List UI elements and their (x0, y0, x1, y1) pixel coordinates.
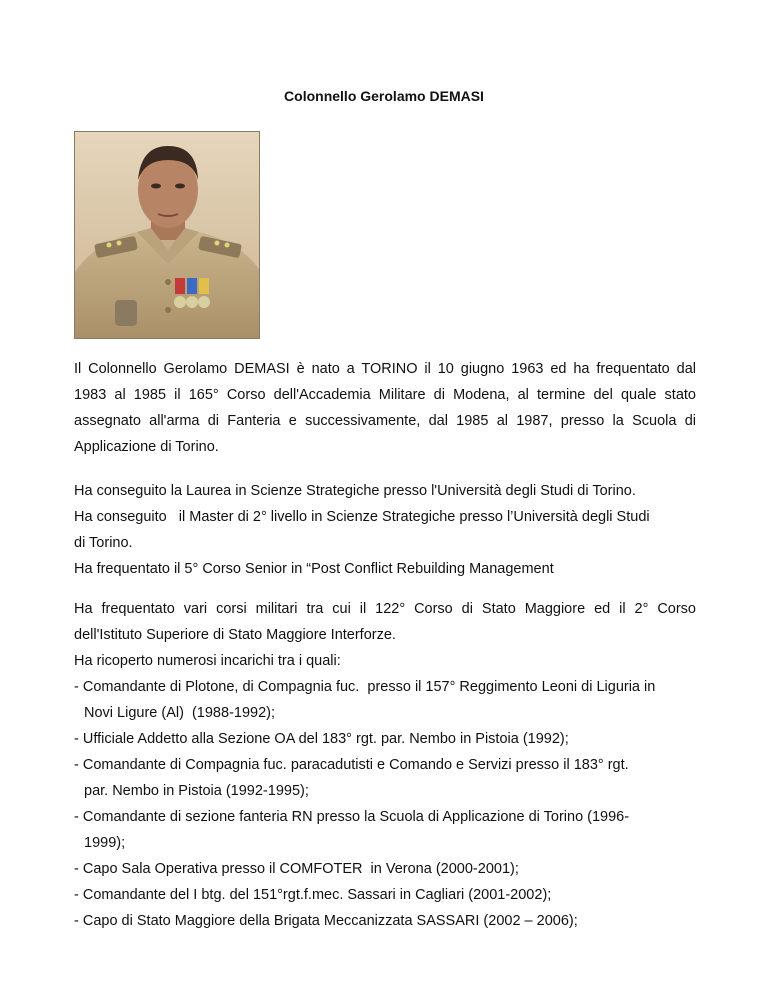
career-list-item-continuation: Novi Ligure (Al) (1988-1992); (84, 705, 276, 721)
text-line: 1983 al 1985 il 165° Corso dell'Accademia Militare di Modena, al termine del quale stato (74, 387, 696, 403)
text-line: Ha ricoperto numerosi incarichi tra i quali: (74, 653, 341, 669)
career-list-item-continuation: par. Nembo in Pistoia (1992-1995); (84, 783, 309, 799)
text-line: Applicazione di Torino. (74, 439, 219, 455)
career-list-item: - Comandante del I btg. del 151°rgt.f.mec. Sassari in Cagliari (2001-2002); (74, 887, 552, 903)
text-line: Ha frequentato vari corsi militari tra cui il 122° Corso di Stato Maggiore ed il 2° Corso (74, 601, 696, 617)
text-line: Ha frequentato il 5° Corso Senior in “Post Conflict Rebuilding Management (74, 561, 554, 577)
text-line: Ha conseguito la Laurea in Scienze Strategiche presso l'Università degli Studi di Torino. (74, 483, 636, 499)
text-line: assegnato all'arma di Fanteria e successivamente, dal 1985 al 1987, presso la Scuola di (74, 413, 696, 429)
education-paragraph (74, 478, 696, 582)
officer-portrait-photo (74, 131, 260, 339)
career-list-item: - Capo di Stato Maggiore della Brigata Meccanizzata SASSARI (2002 – 2006); (74, 913, 578, 929)
career-list-item: - Comandante di Plotone, di Compagnia fuc. presso il 157° Reggimento Leoni di Liguria in (74, 679, 656, 695)
text-line: Ha conseguito il Master di 2° livello in Scienze Strategiche presso l’Università degli Studi (74, 509, 650, 525)
text-line: Il Colonnello Gerolamo DEMASI è nato a TORINO il 10 giugno 1963 ed ha frequentato dal (74, 361, 696, 377)
career-list-item: - Comandante di Compagnia fuc. paracadutisti e Comando e Servizi presso il 183° rgt. (74, 757, 629, 773)
text-line: dell'Istituto Superiore di Stato Maggiore Interforze. (74, 627, 396, 643)
career-list-item: - Ufficiale Addetto alla Sezione OA del 183° rgt. par. Nembo in Pistoia (1992); (74, 731, 569, 747)
career-list-item: - Comandante di sezione fanteria RN presso la Scuola di Applicazione di Torino (1996- (74, 809, 630, 825)
career-paragraph (74, 596, 696, 934)
text-line: di Torino. (74, 535, 133, 551)
biography-paragraph-1 (74, 356, 696, 460)
document-title: Colonnello Gerolamo DEMASI (284, 88, 484, 104)
career-list-item: - Capo Sala Operativa presso il COMFOTER in Verona (2000-2001); (74, 861, 519, 877)
career-list-item-continuation: 1999); (84, 835, 126, 851)
